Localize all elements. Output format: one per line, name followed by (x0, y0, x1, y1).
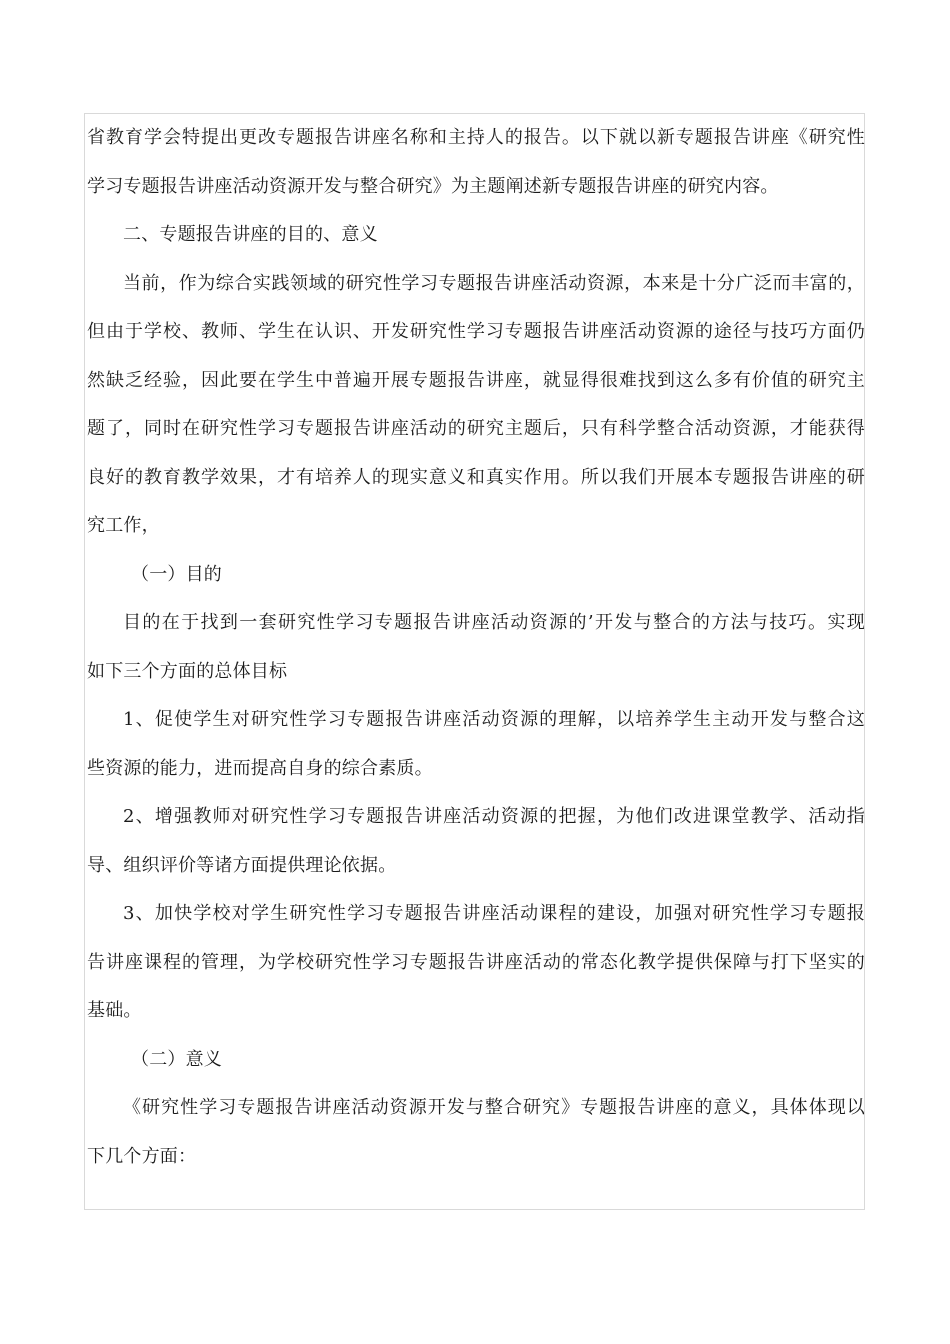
subsection-heading: （一）目的 (131, 563, 222, 585)
text-line: 但由于学校、教师、学生在认识、开发研究性学习专题报告讲座活动资源的途径与技巧方面仍 (87, 321, 865, 342)
list-item-line: 基础。 (87, 1000, 142, 1021)
list-item-line: 1、促使学生对研究性学习专题报告讲座活动资源的理解，以培养学生主动开发与整合这 (123, 709, 865, 730)
list-item-line: 3、加快学校对学生研究性学习专题报告讲座活动课程的建设，加强对研究性学习专题报 (123, 903, 865, 924)
section-heading: 二、专题报告讲座的目的、意义 (123, 224, 378, 245)
text-line: 究工作， (87, 515, 160, 536)
list-item-line: 告讲座课程的管理，为学校研究性学习专题报告讲座活动的常态化教学提供保障与打下坚实的 (87, 951, 865, 973)
text-line: 当前，作为综合实践领域的研究性学习专题报告讲座活动资源，本来是十分广泛而丰富的， (123, 272, 865, 294)
list-item-line: 些资源的能力，进而提高自身的综合素质。 (87, 757, 433, 779)
text-line: 《研究性学习专题报告讲座活动资源开发与整合研究》专题报告讲座的意义，具体体现以 (123, 1097, 865, 1118)
text-line: 良好的教育教学效果，才有培养人的现实意义和真实作用。所以我们开展本专题报告讲座的研 (87, 466, 865, 488)
text-line: 如下三个方面的总体目标 (87, 660, 288, 682)
text-line: 目的在于找到一套研究性学习专题报告讲座活动资源的’开发与整合的方法与技巧。实现 (123, 612, 865, 633)
text-line: 题了，同时在研究性学习专题报告讲座活动的研究主题后，只有科学整合活动资源，才能获得 (87, 418, 865, 439)
document-body (87, 114, 865, 1181)
text-line: 学习专题报告讲座活动资源开发与整合研究》为主题阐述新专题报告讲座的研究内容。 (87, 175, 779, 197)
list-item-line: 2、增强教师对研究性学习专题报告讲座活动资源的把握，为他们改进课堂教学、活动指 (123, 806, 865, 827)
text-line: 下几个方面： (87, 1145, 197, 1167)
text-line: 省教育学会特提出更改专题报告讲座名称和主持人的报告。以下就以新专题报告讲座《研究性 (87, 127, 865, 148)
list-item-line: 导、组织评价等诸方面提供理论依据。 (87, 854, 397, 876)
subsection-heading: （二）意义 (131, 1048, 222, 1070)
text-line: 然缺乏经验，因此要在学生中普遍开展专题报告讲座，就显得很难找到这么多有价值的研究主 (87, 369, 865, 391)
